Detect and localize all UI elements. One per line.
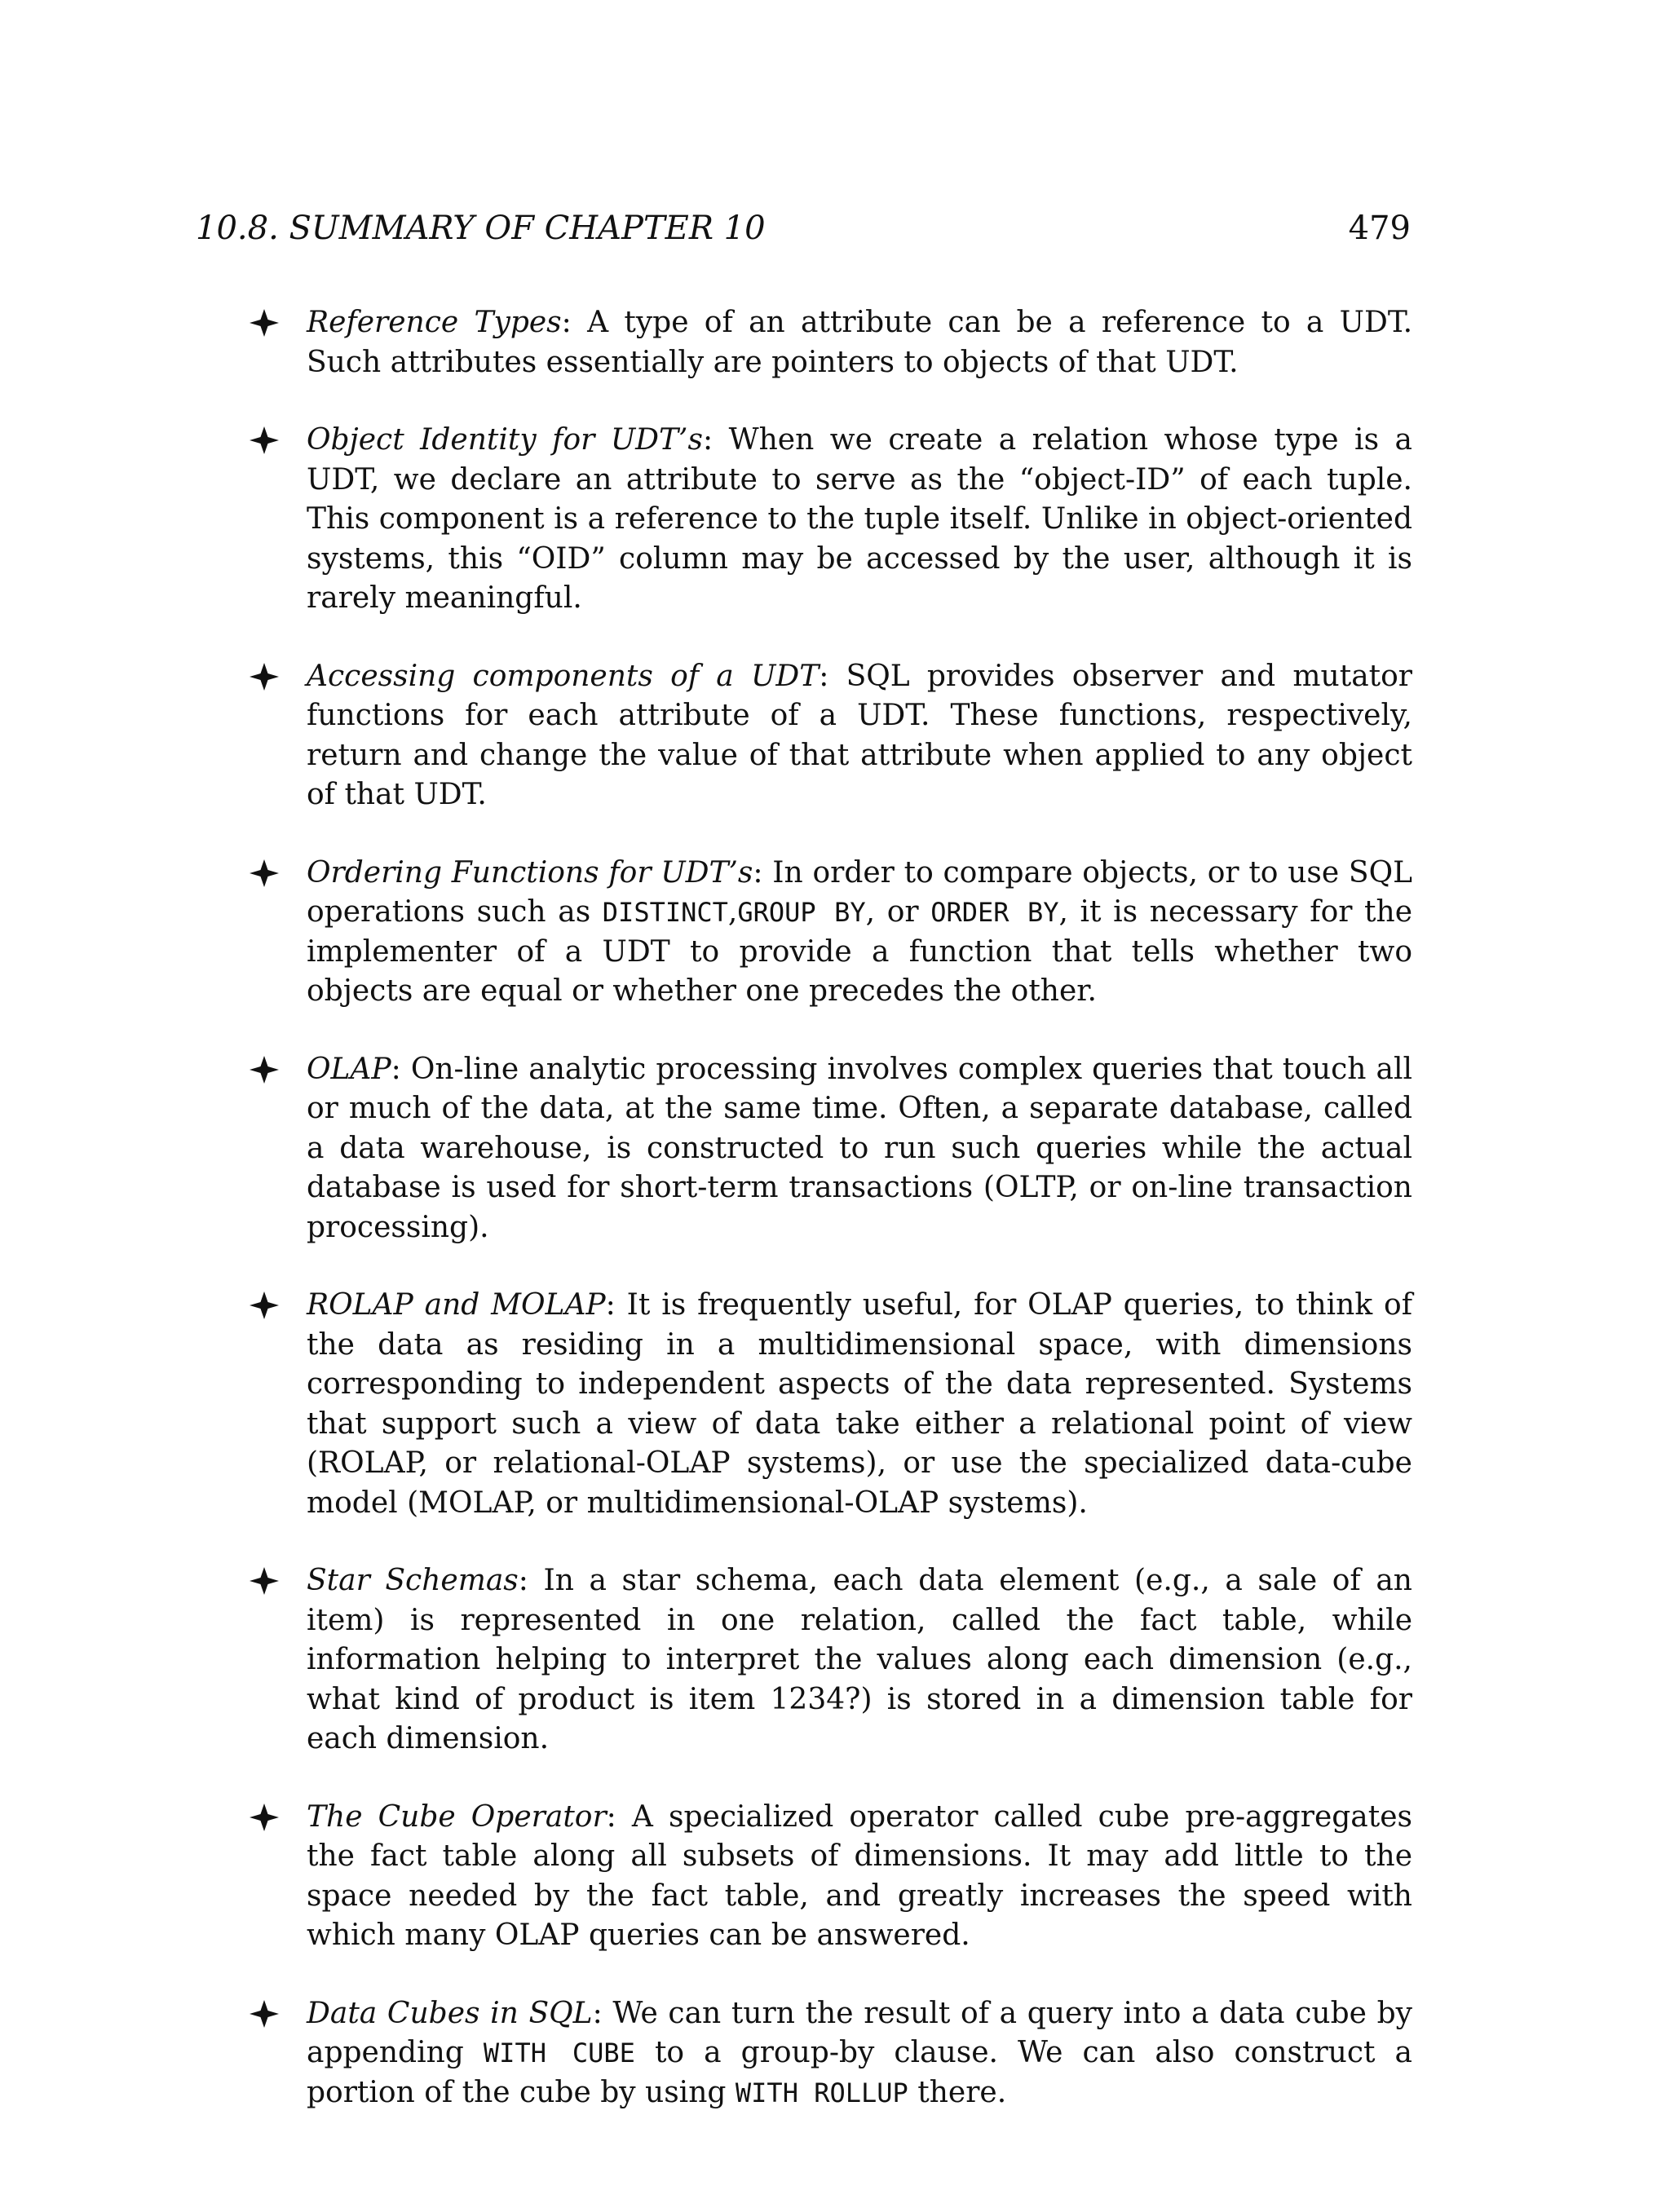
code-keyword: WITH CUBE bbox=[483, 2038, 635, 2069]
summary-term: ROLAP and MOLAP bbox=[307, 1288, 606, 1322]
summary-text: A specialized operator called cube pre-aggregates the fact table along all subsets of dimensions. It may add little to the space needed by the fact table, and greatly increases the speed with which many OLAP queries can be answered. bbox=[307, 1799, 1412, 1952]
summary-item-accessing-components: Accessing components of a UDT: SQL provides observer and mutator functions for each attribute of a UDT. These functions, respectively, return and change the value of that attribute when applied to any object of that UDT. bbox=[307, 657, 1412, 815]
summary-item-object-identity: Object Identity for UDT’s: When we create a relation whose type is a UDT, we declare an attribute to serve as the “object-ID” of each tuple. This component is a reference to the tuple itself. Unlike in object-oriented systems, this “OID” column may be accessed by the user, although it is rarely meaningful. bbox=[307, 421, 1412, 619]
four-point-star-icon bbox=[248, 303, 281, 342]
summary-term: Reference Types bbox=[307, 306, 562, 339]
summary-text: , bbox=[727, 895, 738, 929]
four-point-star-icon bbox=[248, 1050, 281, 1089]
summary-text: to a group-by clause. We can also construct a portion of the cube by using bbox=[307, 2036, 1412, 2109]
four-point-star-icon bbox=[248, 1561, 281, 1600]
summary-text: We can turn the result of a query into a data cube by appending bbox=[307, 1996, 1412, 2069]
code-keyword: WITH ROLLUP bbox=[735, 2077, 908, 2108]
summary-text: SQL provides observer and mutator functions for each attribute of a UDT. These functions, respectively, return and change the value of that attribute when applied to any object of that UDT. bbox=[307, 659, 1412, 811]
summary-text: , it is necessary for the implementer of a UDT to provide a function that tells whether two objects are equal or whether one precedes the other. bbox=[307, 895, 1413, 1008]
page-number: 479 bbox=[1348, 210, 1411, 247]
summary-term: OLAP bbox=[307, 1052, 391, 1086]
summary-item-star-schemas: Star Schemas: In a star schema, each data element (e.g., a sale of an item) is represented in one relation, called the fact table, while information helping to interpret the values along each dimension (e.g., what kind of product is item 1234?) is stored in a dimension table for each dimension. bbox=[307, 1561, 1412, 1759]
four-point-star-icon bbox=[248, 1286, 281, 1325]
code-keyword: GROUP BY bbox=[737, 897, 866, 928]
four-point-star-icon bbox=[248, 1994, 281, 2033]
summary-term: The Cube Operator bbox=[307, 1799, 607, 1834]
summary-text: In order to compare objects, or to use SQL operations such as bbox=[307, 855, 1412, 929]
summary-text: A type of an attribute can be a reference to a UDT. Such attributes essentially are pointers to objects of that UDT. bbox=[307, 306, 1413, 379]
summary-term: Star Schemas bbox=[307, 1564, 519, 1597]
summary-term: Data Cubes in SQL bbox=[307, 1996, 593, 2030]
four-point-star-icon bbox=[248, 1798, 281, 1837]
summary-item-cube-operator: The Cube Operator: A specialized operator called cube pre-aggregates the fact table along all subsets of dimensions. It may add little to the space needed by the fact table, and greatly increases the speed with which many OLAP queries can be answered. bbox=[307, 1798, 1412, 1956]
running-title: 10.8. SUMMARY OF CHAPTER 10 bbox=[196, 210, 766, 247]
summary-item-reference-types: Reference Types: A type of an attribute can be a reference to a UDT. Such attributes essentially are pointers to objects of that UDT. bbox=[307, 303, 1412, 382]
summary-item-olap: OLAP: On-line analytic processing involves complex queries that touch all or much of the data, at the same time. Often, a separate database, called a data warehouse, is constructed to run such queries while the actual database is used for short-term transactions (OLTP, or on-line transaction processing). bbox=[307, 1050, 1412, 1248]
code-keyword: ORDER BY bbox=[930, 897, 1059, 928]
four-point-star-icon bbox=[248, 657, 281, 696]
running-head bbox=[196, 204, 1411, 253]
code-keyword: DISTINCT bbox=[602, 897, 728, 928]
summary-item-ordering-functions: Ordering Functions for UDT’s: In order to compare objects, or to use SQL operations such as DISTINCT,GROUP BY, or ORDER BY, it is necessary for the implementer of a UDT to provide a function that tells whether two objects are equal or whether one precedes the other. bbox=[307, 854, 1412, 1012]
summary-list bbox=[307, 303, 1412, 2151]
summary-term: Ordering Functions for UDT’s bbox=[307, 855, 753, 890]
summary-item-data-cubes-in-sql: Data Cubes in SQL: We can turn the result of a query into a data cube by appending WITH CUBE to a group-by clause. We can also construct a portion of the cube by using WITH ROLLUP there. bbox=[307, 1994, 1412, 2113]
summary-text: It is frequently useful, for OLAP queries, to think of the data as residing in a multidimensional space, with dimensions corresponding to independent aspects of the data represented. Systems that support such a view of data take either a relational point of view (ROLAP, or relational-OLAP systems), or use the specialized data-cube model (MOLAP, or multidimensional-OLAP systems). bbox=[307, 1288, 1413, 1520]
summary-item-rolap-molap: ROLAP and MOLAP: It is frequently useful, for OLAP queries, to think of the data as residing in a multidimensional space, with dimensions corresponding to independent aspects of the data represented. Systems that support such a view of data take either a relational point of view (ROLAP, or relational-OLAP systems), or use the specialized data-cube model (MOLAP, or multidimensional-OLAP systems). bbox=[307, 1286, 1412, 1523]
summary-text: On-line analytic processing involves complex queries that touch all or much of the data, at the same time. Often, a separate database, called a data warehouse, is constructed to run such queries while the actual database is used for short-term transactions (OLTP, or on-line transaction processing). bbox=[307, 1052, 1412, 1244]
summary-text: When we create a relation whose type is a UDT, we declare an attribute to serve as the “object-ID” of each tuple. This component is a reference to the tuple itself. Unlike in object-oriented systems, this “OID” column may be accessed by the user, although it is rarely meaningful. bbox=[307, 423, 1412, 615]
summary-text: there. bbox=[917, 2075, 1007, 2109]
summary-text: In a star schema, each data element (e.g., a sale of an item) is represented in one relation, called the fact table, while information helping to interpret the values along each dimension (e.g., what kind of product is item 1234?) is stored in a dimension table for each dimension. bbox=[307, 1564, 1412, 1755]
summary-term: Accessing components of a UDT bbox=[307, 659, 820, 693]
four-point-star-icon bbox=[248, 421, 281, 460]
summary-term: Object Identity for UDT’s bbox=[307, 423, 703, 457]
four-point-star-icon bbox=[248, 854, 281, 893]
summary-text: , or bbox=[865, 895, 919, 929]
